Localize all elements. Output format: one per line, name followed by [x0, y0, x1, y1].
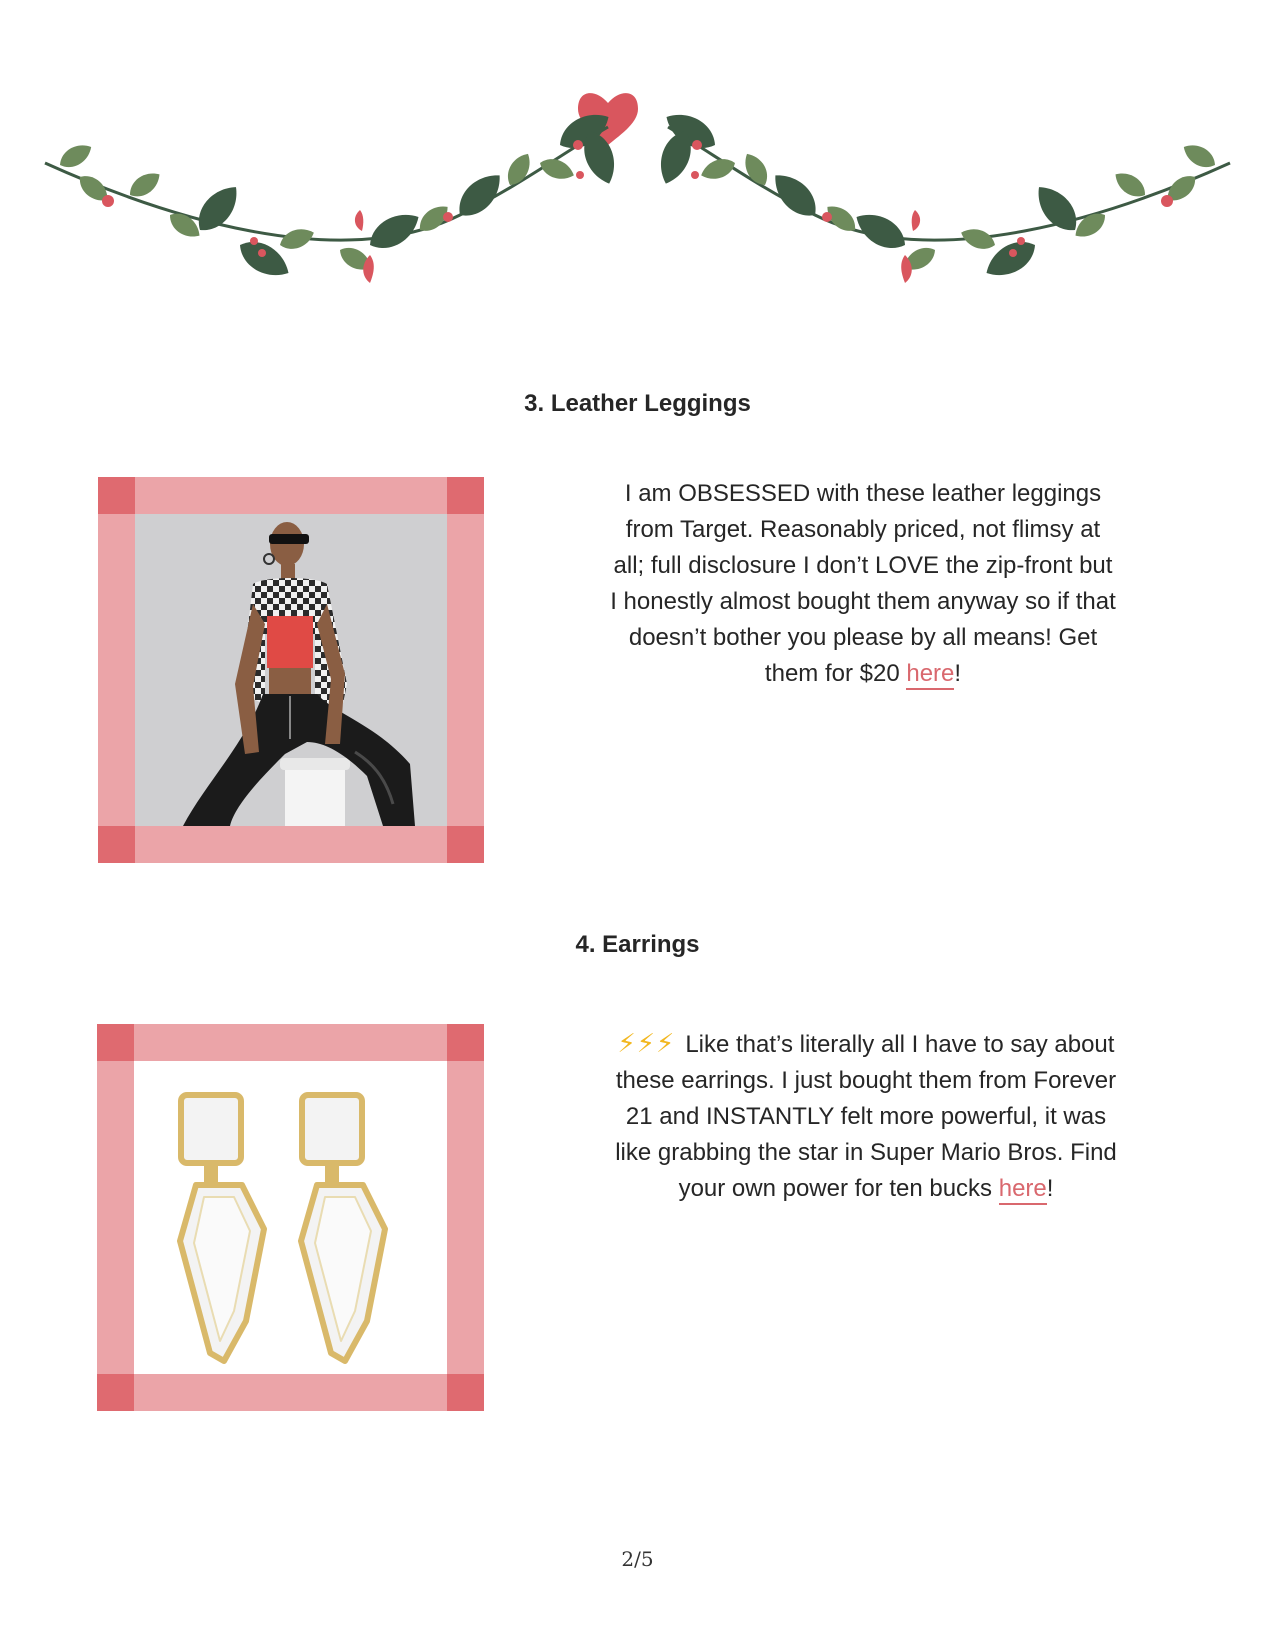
earrings-description-text: Like that’s literally all I have to say about these earrings. I just bought them from Forever 21 and INSTANTLY felt more powerful, it was like grabbing the star in Super Mario Bros. Find your own power for ten bucks [615, 1031, 1117, 1202]
earrings-description-end: ! [1046, 1175, 1054, 1202]
section-heading-leggings: 3. Leather Leggings [524, 390, 751, 417]
leggings-shop-link[interactable]: here [906, 660, 954, 690]
page-number: 2/5 [621, 1547, 654, 1571]
frame-corner [447, 1024, 484, 1061]
frame-corner [447, 477, 484, 514]
holly-garland [40, 45, 1235, 305]
frame-corner [447, 826, 484, 863]
earrings-photo[interactable] [134, 1061, 447, 1374]
earrings-description [611, 1025, 1121, 1207]
leggings-photo-frame [98, 477, 484, 863]
frame-corner [98, 826, 135, 863]
leggings-description-text: I am OBSESSED with these leather leggings from Target. Reasonably priced, not flimsy at all; full disclosure I don’t LOVE the zip-front but I honestly almost bought them anyway so if that doesn’t bother you please by all means! Get them for $20 [610, 480, 1116, 687]
frame-corner [98, 477, 135, 514]
leggings-description-end: ! [954, 660, 962, 687]
lightning-bolt-icons: ⚡⚡⚡ [617, 1028, 676, 1058]
frame-corner [447, 1374, 484, 1411]
earrings-shop-link[interactable]: here [999, 1175, 1047, 1205]
leggings-photo[interactable] [135, 514, 447, 826]
earrings-photo-frame [97, 1024, 484, 1411]
section-heading-earrings: 4. Earrings [575, 931, 700, 958]
leggings-description [608, 476, 1118, 692]
frame-corner [97, 1374, 134, 1411]
frame-corner [97, 1024, 134, 1061]
